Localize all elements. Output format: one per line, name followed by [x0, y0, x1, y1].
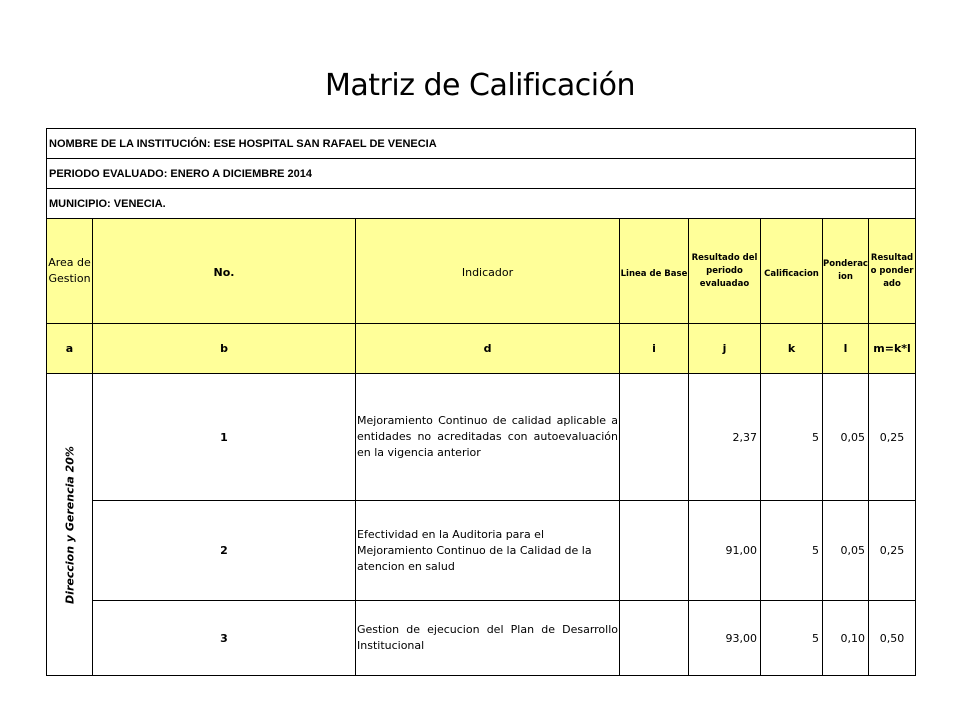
area-gestion-label: Direccion y Gerencia 20%	[63, 445, 76, 604]
evaluation-period: PERIODO EVALUADO: ENERO A DICIEMBRE 2014	[47, 159, 916, 189]
letter-resultado: j	[689, 324, 761, 374]
row-indicador: Gestion de ejecucion del Plan de Desarrollo Institucional	[356, 601, 620, 676]
header-area	[47, 219, 93, 324]
header-calificacion	[761, 219, 823, 324]
row-resultado-ponderado: 0,25	[869, 374, 916, 501]
table-row	[47, 374, 916, 501]
area-gestion-cell	[47, 374, 93, 676]
info-row-institucion	[47, 129, 916, 159]
municipality: MUNICIPIO: VENECIA.	[47, 189, 916, 219]
letter-indicador: d	[356, 324, 620, 374]
header-resultado	[689, 219, 761, 324]
row-calificacion: 5	[761, 601, 823, 676]
row-ponderacion: 0,10	[823, 601, 869, 676]
letter-ponderacion: l	[823, 324, 869, 374]
row-number: 1	[93, 374, 356, 501]
table-row	[47, 601, 916, 676]
row-resultado: 93,00	[689, 601, 761, 676]
header-area-label: Area de Gestion	[48, 256, 91, 285]
row-indicador: Mejoramiento Continuo de calidad aplicable a entidades no acreditadas con autoevaluación en la vigencia anterior	[356, 374, 620, 501]
header-linea-base	[620, 219, 689, 324]
header-resultado-ponderado-label: Resultado ponderado	[870, 252, 914, 289]
row-indicador: Efectividad en la Auditoria para el Mejoramiento Continuo de la Calidad de la atencion en salud	[356, 501, 620, 601]
row-resultado: 2,37	[689, 374, 761, 501]
info-row-municipio	[47, 189, 916, 219]
row-calificacion: 5	[761, 374, 823, 501]
row-resultado: 91,00	[689, 501, 761, 601]
formula-letter-row	[47, 324, 916, 374]
header-linea-base-label: Linea de Base	[620, 269, 688, 279]
letter-resultado-ponderado: m=k*l	[869, 324, 916, 374]
row-linea-base	[620, 601, 689, 676]
header-no-label: No.	[213, 266, 235, 279]
header-ponderacion-label: Ponderacion	[823, 259, 868, 282]
header-resultado-ponderado	[869, 219, 916, 324]
row-ponderacion: 0,05	[823, 374, 869, 501]
institution-name: NOMBRE DE LA INSTITUCIÓN: ESE HOSPITAL SAN RAFAEL DE VENECIA	[47, 129, 916, 159]
letter-calificacion: k	[761, 324, 823, 374]
letter-no: b	[93, 324, 356, 374]
letter-area: a	[47, 324, 93, 374]
header-resultado-label: Resultado del periodo evaluadao	[691, 252, 758, 289]
row-number: 3	[93, 601, 356, 676]
header-calificacion-label: Calificacion	[764, 269, 819, 279]
row-calificacion: 5	[761, 501, 823, 601]
header-no	[93, 219, 356, 324]
page-title: Matriz de Calificación	[325, 68, 635, 103]
header-indicador-label: Indicador	[461, 266, 514, 279]
row-ponderacion: 0,05	[823, 501, 869, 601]
header-indicador	[356, 219, 620, 324]
table-row	[47, 501, 916, 601]
header-ponderacion	[823, 219, 869, 324]
column-header-row	[47, 219, 916, 324]
row-number: 2	[93, 501, 356, 601]
letter-linea-base: i	[620, 324, 689, 374]
row-linea-base	[620, 374, 689, 501]
qualification-matrix-table	[46, 128, 916, 676]
row-linea-base	[620, 501, 689, 601]
row-resultado-ponderado: 0,50	[869, 601, 916, 676]
row-resultado-ponderado: 0,25	[869, 501, 916, 601]
info-row-periodo	[47, 159, 916, 189]
